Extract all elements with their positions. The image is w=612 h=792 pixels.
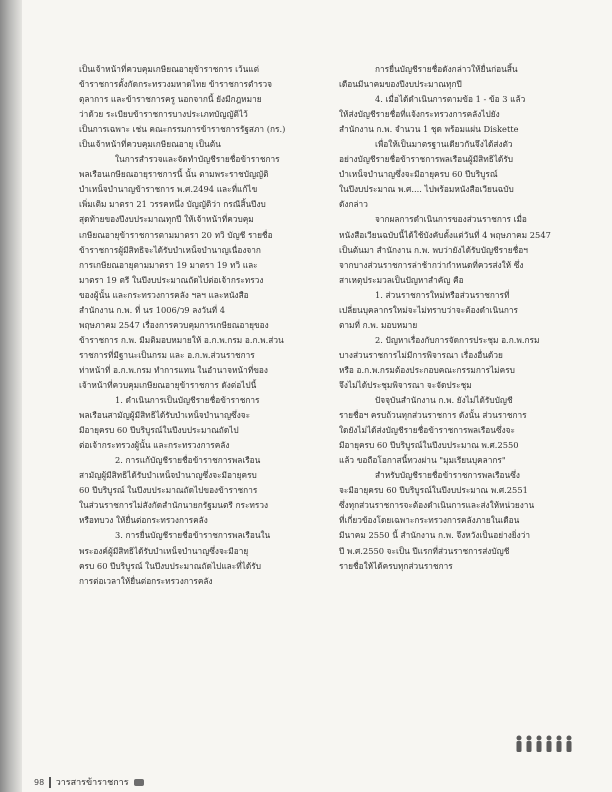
text-line: ข้าราชการ ก.พ. มีมติมอบหมายให้ อ.ก.พ.กรม อ.ก.พ.ส่วน bbox=[79, 334, 284, 345]
text-line: อย่างบัญชีรายชื่อข้าราชการพลเรือนผู้มีสิทธิได้รับ bbox=[339, 154, 514, 165]
text-line: การต่อเวลาให้ยื่นต่อกระทรวงการคลัง bbox=[79, 575, 213, 586]
list-item-line: 1. ดำเนินการเป็นบัญชีรายชื่อข้าราชการ bbox=[115, 395, 260, 406]
text-line: จึงไม่ได้ประชุมพิจารณา จะจัดประชุม bbox=[339, 379, 472, 390]
text-line: มีอายุครบ 60 ปีบริบูรณ์ในปีงบประมาณถัดไป bbox=[79, 425, 239, 436]
text-line: การเกษียณอายุตามมาตรา 19 มาตรา 19 ทวิ และ bbox=[79, 259, 258, 270]
text-line: ที่เกี่ยวข้องโดยเฉพาะกระทรวงการคลังภายในเดือน bbox=[339, 515, 520, 526]
magazine-logo-icon bbox=[134, 779, 144, 786]
list-item-line: 2. การแก้บัญชีรายชื่อข้าราชการพลเรือน bbox=[115, 455, 261, 466]
text-line: ของผู้นั้น และกระทรวงการคลัง ฯลฯ และหนังสือ bbox=[79, 289, 249, 300]
magazine-title: วารสารข้าราชการ bbox=[55, 778, 129, 788]
text-line: ปี พ.ศ.2550 จะเป็น ปีแรกที่ส่วนราชการส่งบัญชี bbox=[339, 545, 510, 556]
text-line: บำเหน็จบำนาญข้าราชการ พ.ศ.2494 และที่แก้ไข bbox=[79, 184, 258, 195]
text-line: ดังกล่าว bbox=[339, 199, 368, 210]
text-line: บางส่วนราชการไม่มีการพิจารณา เรื่องอื่นด้วย bbox=[339, 349, 503, 360]
text-line: ตุลาการ และข้าราชการครู นอกจากนี้ ยังมีกฎหมาย bbox=[79, 94, 262, 105]
text-line: มีนาคม 2550 นี้ สำนักงาน ก.พ. จึงหวังเป็นอย่างยิ่งว่า bbox=[339, 530, 531, 541]
list-item-line: 1. ส่วนราชการใหม่หรือส่วนราชการที่ bbox=[375, 289, 510, 300]
paragraph-start-line: ปัจจุบันสำนักงาน ก.พ. ยังไม่ได้รับบัญชี bbox=[375, 395, 513, 406]
text-line: เกษียณอายุข้าราชการตามมาตรา 20 ทวิ บัญชี รายชื่อ bbox=[79, 229, 273, 240]
text-line: เป็นต้นมา สำนักงาน ก.พ. พบว่ายังได้รับบัญชีรายชื่อฯ bbox=[339, 244, 528, 255]
text-line: ราชการที่มีฐานะเป็นกรม และ อ.ก.พ.ส่วนราชการ bbox=[79, 349, 255, 360]
text-line: จากบางส่วนราชการล่าช้ากว่ากำหนดที่ควรส่งให้ ซึ่ง bbox=[339, 259, 524, 270]
binding-shadow bbox=[0, 0, 22, 792]
text-line: จะมีอายุครบ 60 ปีบริบูรณ์ในปีงบประมาณ พ.ศ.2551 bbox=[339, 485, 528, 496]
text-line: หรือทบวง ให้ยื่นต่อกระทรวงการคลัง bbox=[79, 515, 208, 526]
text-line: เดือนมีนาคมของปีงบประมาณทุกปี bbox=[339, 79, 462, 90]
list-item-line: 3. การยื่นบัญชีรายชื่อข้าราชการพลเรือนใน bbox=[115, 530, 271, 541]
text-line: เป็นการเฉพาะ เช่น คณะกรรมการข้าราชการรัฐสภา (กร.) bbox=[79, 124, 286, 135]
text-line: สำนักงาน ก.พ. ที่ นร 1006/ว9 ลงวันที่ 4 bbox=[79, 304, 226, 315]
text-line: ในส่วนราชการไม่สังกัดสำนักนายกรัฐมนตรี กระทรวง bbox=[79, 500, 269, 511]
text-line: ตามที่ ก.พ. มอบหมาย bbox=[339, 319, 418, 330]
footer-divider bbox=[49, 777, 51, 788]
text-line: เพิ่มเติม มาตรา 21 วรรคหนึ่ง บัญญัติว่า กรณีสิ้นปีงบ bbox=[79, 199, 266, 210]
text-line: มาตรา 19 ตรี ในปีงบประมาณถัดไปต่อเจ้ากระทรวง bbox=[79, 274, 264, 285]
text-line: ในปีงบประมาณ พ.ศ.... ไปพร้อมหนังสือเวียนฉบับ bbox=[339, 184, 514, 195]
paragraph-start-line: ในการสำรวจและจัดทำบัญชีรายชื่อข้าราชการ bbox=[115, 154, 280, 165]
text-line: หรือ อ.ก.พ.กรมต้องประกอบคณะกรรมการไม่ครบ bbox=[339, 364, 515, 375]
text-line: หนังสือเวียนฉบับนี้ได้ใช้บังคับตั้งแต่วันที่ 4 พฤษภาคม 2547 bbox=[339, 229, 551, 240]
paragraph-start-line: เพื่อให้เป็นมาตรฐานเดียวกันจึงได้ส่งตัว bbox=[375, 139, 513, 150]
list-item-line: 4. เมื่อได้ดำเนินการตามข้อ 1 - ข้อ 3 แล้ว bbox=[375, 94, 526, 105]
text-line: สำนักงาน ก.พ. จำนวน 1 ชุด พร้อมแผ่น Diskette bbox=[339, 124, 519, 135]
text-line: สาเหตุประมวลเป็นปัญหาสำคัญ คือ bbox=[339, 274, 464, 285]
text-line: ใดยังไม่ได้ส่งบัญชีรายชื่อข้าราชการพลเรือนซึ่งจะ bbox=[339, 425, 515, 436]
text-line: สามัญผู้มีสิทธิได้รับบำเหน็จบำนาญซึ่งจะมีอายุครบ bbox=[79, 470, 257, 481]
text-line: ว่าด้วย ระเบียบข้าราชการบางประเภทบัญญัติไว้ bbox=[79, 109, 248, 120]
text-line: พลเรือนเกษียณอายุราชการนี้ นั้น ตามพระราชบัญญัติ bbox=[79, 169, 269, 180]
text-line: ข้าราชการผู้มีสิทธิจะได้รับบำเหน็จบำนาญเนื่องจาก bbox=[79, 244, 261, 255]
text-line: ครบ 60 ปีบริบูรณ์ ในปีงบประมาณถัดไปและที่ได้รับ bbox=[79, 560, 261, 571]
text-line: แล้ว ขอถือโอกาสนี้ทวงผ่าน "มุมเรียนบุคลากร" bbox=[339, 455, 506, 466]
text-line: รายชื่อให้ได้ครบทุกส่วนราชการ bbox=[339, 560, 453, 571]
paragraph-start-line: จากผลการดำเนินการของส่วนราชการ เมื่อ bbox=[375, 214, 527, 225]
text-line: ท่าหน้าที่ อ.ก.พ.กรม ทำการแทน ในอำนาจหน้าที่ของ bbox=[79, 364, 268, 375]
text-line: ให้ส่งบัญชีรายชื่อที่แจ้งกระทรวงการคลังไปยัง bbox=[339, 109, 500, 120]
list-item-line: 2. ปัญหาเรื่องกับการจัดการประชุม อ.ก.พ.กรม bbox=[375, 334, 540, 345]
text-line: บำเหน็จบำนาญซึ่งจะมีอายุครบ 60 ปีบริบูรณ์ bbox=[339, 169, 498, 180]
text-line: มีอายุครบ 60 ปีบริบูรณ์ในปีงบประมาณ พ.ศ.2550 bbox=[339, 440, 519, 451]
page-number: 98 bbox=[34, 777, 45, 787]
text-line: พระองค์ผู้มีสิทธิได้รับบำเหน็จบำนาญซึ่งจะมีอายุ bbox=[79, 545, 249, 556]
text-line: ซึ่งทุกส่วนราชการจะต้องดำเนินการและส่งให้หน่วยงาน bbox=[339, 500, 535, 511]
paragraph-start-line: การยื่นบัญชีรายชื่อดังกล่าวให้ยื่นก่อนสิ้น bbox=[375, 64, 518, 74]
text-line: สุดท้ายของปีงบประมาณทุกปี ให้เจ้าหน้าที่ควบคุม bbox=[79, 214, 254, 225]
right-text-column bbox=[339, 62, 576, 574]
people-figures-icon bbox=[514, 734, 576, 754]
page-footer bbox=[34, 775, 144, 789]
text-line: ต่อเจ้ากระทรวงผู้นั้น และกระทรวงการคลัง bbox=[79, 440, 230, 451]
text-line: เป็นเจ้าหน้าที่ควบคุมเกษียณอายุ เป็นต้น bbox=[79, 139, 221, 150]
left-text-column bbox=[79, 62, 316, 589]
text-line: ข้าราชการตั้งกัดกระทรวงมหาดไทย ข้าราชการตำรวจ bbox=[79, 79, 273, 90]
text-line: รายชื่อฯ ครบถ้วนทุกส่วนราชการ ดังนั้น ส่วนราชการ bbox=[339, 410, 527, 421]
text-line: เจ้าหน้าที่ควบคุมเกษียณอายุข้าราชการ ดังต่อไปนี้ bbox=[79, 379, 257, 390]
text-line: พลเรือนสามัญผู้มีสิทธิได้รับบำเหน็จบำนาญซึ่งจะ bbox=[79, 410, 251, 421]
text-line: เป็นเจ้าหน้าที่ควบคุมเกษียณอายุข้าราชการ เว้นแต่ bbox=[79, 64, 260, 74]
text-line: 60 ปีบริบูรณ์ ในปีงบประมาณถัดไปของข้าราชการ bbox=[79, 485, 258, 496]
paragraph-start-line: สำหรับบัญชีรายชื่อข้าราชการพลเรือนซึ่ง bbox=[375, 470, 520, 481]
text-line: พฤษภาคม 2547 เรื่องการควบคุมการเกษียณอายุของ bbox=[79, 319, 269, 330]
text-line: เปลี่ยนบุคลากรใหม่จะไม่ทราบว่าจะต้องดำเนินการ bbox=[339, 304, 518, 315]
